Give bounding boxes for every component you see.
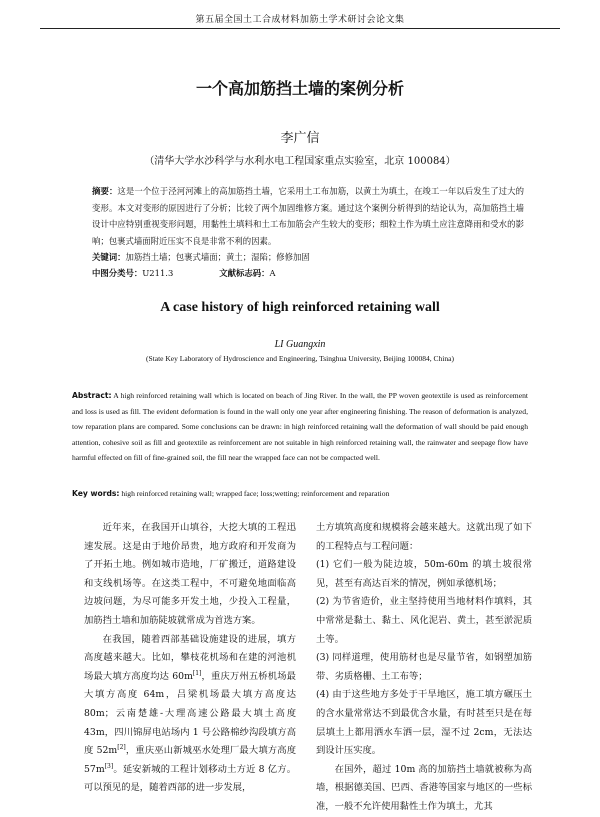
citation-ref: [1]: [192, 669, 202, 677]
clc-value: U211.3: [142, 268, 174, 278]
paper-title-cn: 一个高加筋挡土墙的案例分析: [195, 79, 404, 98]
citation-ref: [2]: [117, 744, 126, 752]
keywords-en: [72, 486, 528, 501]
affiliation-cn: （清华大学水沙科学与水利水电工程国家重点实验室，北京 100084）: [144, 156, 456, 167]
keywords-en-label: Key words:: [72, 489, 120, 498]
citation-ref: [3]: [104, 762, 114, 770]
author-en: LI Guangxin: [274, 339, 326, 350]
header-rule: [40, 28, 560, 29]
body-column-right: [316, 519, 532, 817]
abstract-en-text: A high reinforced retaining wall which is located on beach of Jing River. In the wall, the PP woven geotextile is used as reinforcement and loss is used as fill. The evident deformation is found in the wall only one year after engineering finishing. The reason of deformation is analyzed, tow reparation plans are compared. Some conclusions can be drawn: in high reinforced retaining wall the deformation of wall should be paid enough attention, cohesive soil as fill and geotextile as reinforcement are not suitable in high reinforced retaining wall, the rainwater and seepage flow have harmful effected on fill of fine-grained soil, the fill near the wrapped face can not be compacted well.: [72, 391, 528, 463]
keywords-cn: [92, 249, 524, 265]
running-head: 第五届全国土工合成材料加筋土学术研讨会论文集: [195, 15, 405, 25]
doc-code-label: 文献标志码：: [219, 268, 270, 278]
abstract-cn-label: 摘要：: [92, 186, 118, 196]
list-item: (3) 同样道理，使用筋材也是尽量节省，如钢塑加筋带、劣质格栅、土工布等；: [316, 652, 532, 682]
body-paragraph: 土方填筑高度和规模将会越来越大。这就出现了如下的工程特点与工程问题：: [316, 522, 532, 552]
paper-title-en: A case history of high reinforced retaining wall: [160, 300, 440, 315]
body-paragraph: 在国外，超过 10m 高的加筋挡土墙就被称为高墙，根据德美国、巴西、香港等国家与地区的一些标准，一般不允许使用黏性土作为填土，尤其: [316, 763, 532, 812]
body-paragraph: 在我国，随着西部基础设施建设的进展，填方高度越来越大。比如，攀枝花机场和在建的河池机场最大填方高度均达 60m[1]，重庆万州五桥机场最大填方高度 64m，吕梁机场最大填方高度达 80m；云南楚雄-大理高速公路最大填土高度 43m，四川锦屏电站场内 1 号公路棉纱沟段填方高度 52m[2]，重庆巫山新城巫水处理厂最大填方高度 57m[3]。延安新城的工程计划移动土方近 8 亿方。可以预见的是，随着西部的进一步发展，: [84, 633, 296, 794]
abstract-cn-text: 这是一个位于泾河河滩上的高加筋挡土墙，它采用土工布加筋，以黄土为填土，在竣工一年以后发生了过大的变形。本文对变形的原因进行了分析；比较了两个加固维修方案。通过这个案例分析得到的结论认为，高加筋挡土墙设计中应特别重视变形问题，用黏性土填料和土工布加筋会产生较大的变形；细粒土作为填土应注意降雨和受水的影响；包裹式墙面附近压实不良是非常不利的因素。: [92, 186, 525, 246]
author-cn: 李广信: [280, 131, 320, 146]
abstract-cn: [92, 183, 524, 249]
keywords-cn-label: 关键词：: [92, 252, 126, 262]
keywords-cn-text: 加筋挡土墙；包裹式墙面；黄土；湿陷；修修加固: [125, 252, 310, 262]
list-item: (4) 由于这些地方多处于干旱地区，施工填方碾压土的含水量常常达不到最优含水量，有时甚至只是在每层填土上都用洒水车洒一层，湿不过 2cm，无法达到设计压实度。: [316, 689, 532, 757]
list-item: (2) 为节省造价，业主坚持使用当地材料作填料，其中常常是黏土、黏土、风化泥岩、黄土，甚至淤泥质土等。: [316, 596, 532, 645]
doc-code-value: A: [269, 268, 276, 278]
affiliation-en: (State Key Laboratory of Hydroscience and Engineering, Tsinghua University, Beijing 100084, China): [146, 354, 454, 363]
classification-line: [92, 265, 524, 281]
body-paragraph: 近年来，在我国开山填谷，大挖大填的工程迅速发展。这是由于地价昂贵，地方政府和开发商为了开拓土地。例如城市造地，厂矿搬迁，道路建设和支线机场等。在这类工程中，不可避免地面临高边坡问题，为尽可能多开发土地，少投入工程量，加筋挡土墙和加筋陡坡就常成为首选方案。: [84, 522, 296, 626]
clc-label: 中图分类号：: [92, 268, 143, 278]
abstract-en-label: Abstract:: [72, 391, 112, 400]
keywords-en-text: high reinforced retaining wall; wrapped face; loss;wetting; reinforcement and reparation: [121, 489, 390, 498]
abstract-en: [72, 388, 528, 466]
list-item: (1) 它们一般为陡边坡，50m-60m 的填土坡很常见，甚至有高达百米的情况，例如承德机场；: [316, 559, 532, 589]
body-column-left: [84, 519, 296, 798]
